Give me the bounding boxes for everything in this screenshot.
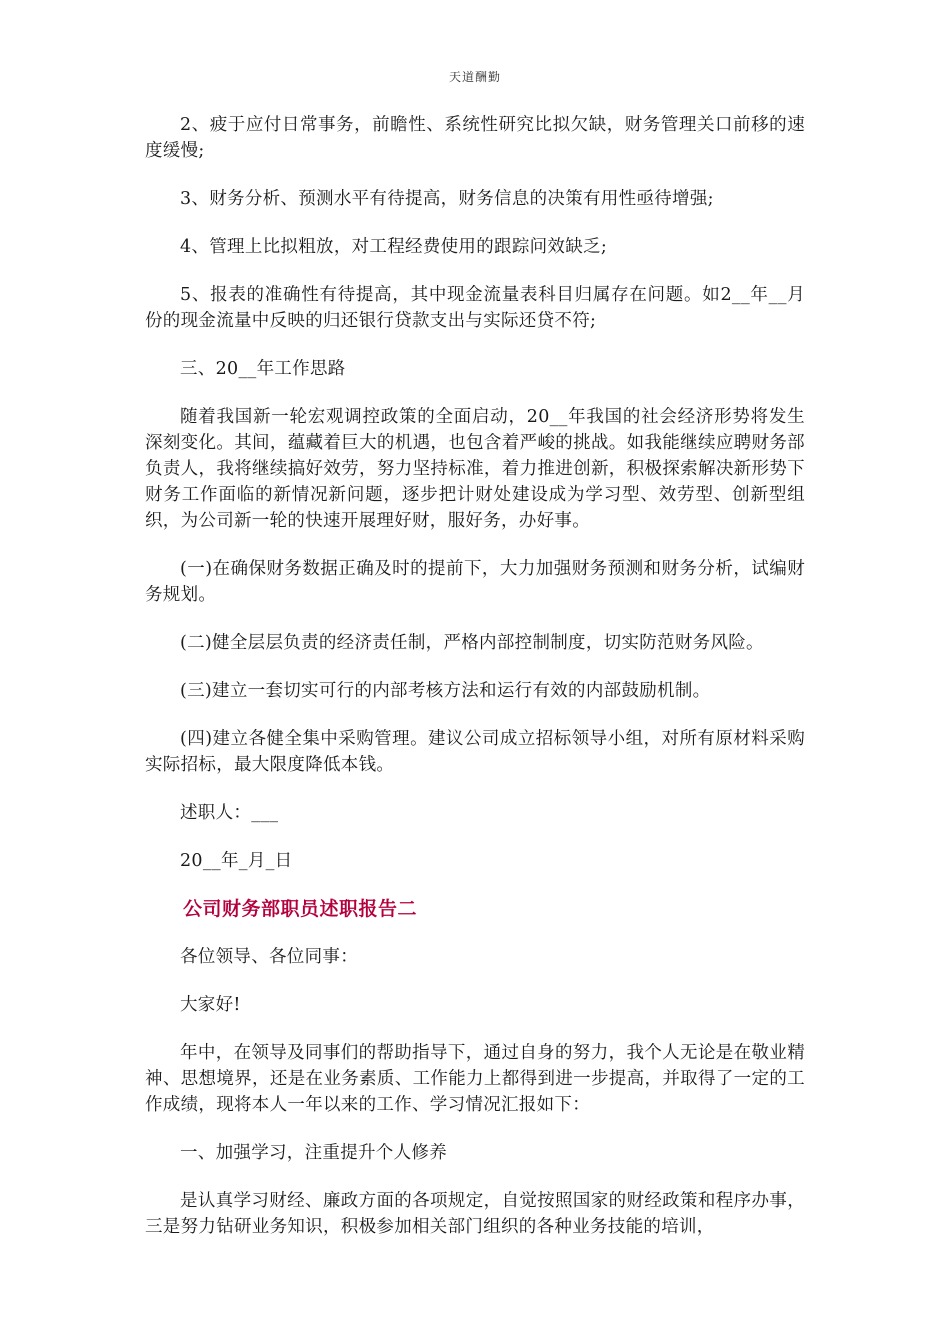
paragraph: 年中，在领导及同事们的帮助指导下，通过自身的努力，我个人无论是在敬业精神、思想境界，还是在业务素质、工作能力上都得到进一步提高，并取得了一定的工作成绩，现将本人一年以来的工作、学习情况汇报如下： [145, 1043, 805, 1115]
greeting: 大家好! [180, 995, 241, 1015]
paragraph: 5、报表的准确性有待提高，其中现金流量表科目归属存在问题。如2__年__月份的现金流量中反映的归还银行贷款支出与实际还贷不符; [145, 285, 805, 331]
paragraph: (一)在确保财务数据正确及时的提前下，大力加强财务预测和财务分析，试编财务规划。 [145, 559, 805, 605]
paragraph: (二)健全层层负责的经济责任制，严格内部控制制度，切实防范财务风险。 [180, 633, 764, 653]
paragraph: 2、疲于应付日常事务，前瞻性、系统性研究比拟欠缺，财务管理关口前移的速度缓慢; [145, 115, 805, 161]
paragraph: (三)建立一套切实可行的内部考核方法和运行有效的内部鼓励机制。 [180, 681, 711, 701]
section-heading: 三、20__年工作思路 [180, 359, 346, 379]
salutation: 各位领导、各位同事： [180, 947, 358, 967]
paragraph: 4、管理上比拟粗放，对工程经费使用的跟踪问效缺乏; [180, 237, 608, 257]
section-heading: 一、加强学习，注重提升个人修养 [180, 1143, 447, 1163]
date-line: 20__年_月_日 [180, 851, 293, 871]
document-body [145, 112, 805, 1262]
paragraph: 是认真学习财经、廉政方面的各项规定，自觉按照国家的财经政策和程序办事，三是努力钻研业务知识，积极参加相关部门组织的各种业务技能的培训， [145, 1191, 805, 1237]
paragraph: (四)建立各健全集中采购管理。建议公司成立招标领导小组，对所有原材料采购实际招标，最大限度降低本钱。 [145, 729, 805, 775]
signature-line: 述职人：___ [180, 803, 279, 823]
paragraph: 3、财务分析、预测水平有待提高，财务信息的决策有用性亟待增强; [180, 189, 714, 209]
report-title: 公司财务部职员述职报告二 [183, 898, 418, 920]
page-header: 天道酬勤 [448, 70, 501, 84]
paragraph: 随着我国新一轮宏观调控政策的全面启动，20__年我国的社会经济形势将发生深刻变化。其间，蕴藏着巨大的机遇，也包含着严峻的挑战。如我能继续应聘财务部负责人，我将继续搞好效劳，努力坚持标准，着力推进创新，积极探索解决新形势下财务工作面临的新情况新问题，逐步把计财处建设成为学习型、效劳型、创新型组织，为公司新一轮的快速开展理好财，服好务，办好事。 [145, 407, 805, 531]
